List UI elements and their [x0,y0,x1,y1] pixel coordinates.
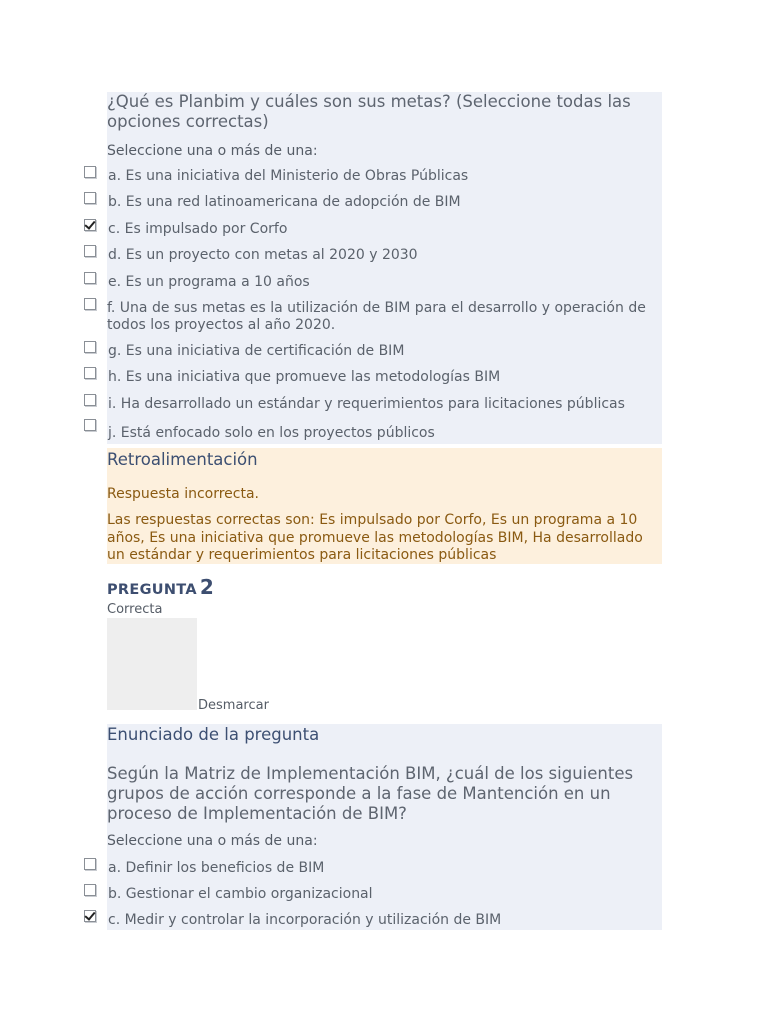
option-label: f. Una de sus metas es la utilización de BIM para el desarrollo y operación de todos los proyectos al año 2020. [107,300,646,333]
question-2-prompt: Seleccione una o más de una: [107,833,318,849]
option-label: a. Es una iniciativa del Ministerio de Obras Públicas [108,168,469,184]
checkbox-icon[interactable] [84,858,96,870]
checkbox-icon[interactable] [84,166,96,178]
question-2-statement-title: Enunciado de la pregunta [107,725,320,744]
option-label: c. Medir y controlar la incorporación y utilización de BIM [108,912,502,928]
checkbox-icon[interactable] [84,272,96,284]
option-label: c. Es impulsado por Corfo [108,221,288,237]
feedback-correct-answers: Las respuestas correctas son: Es impulsado por Corfo, Es un programa a 10 años, Es una iniciativa que promueve las metodologías BIM, Ha desarrollado un estándar y requerimientos para licitaciones públicas [107,512,643,563]
checkbox-icon[interactable] [84,298,96,310]
checkbox-icon[interactable] [84,367,96,379]
option-label: j. Está enfocado solo en los proyectos públicos [108,425,435,441]
option-label: h. Es una iniciativa que promueve las metodologías BIM [108,369,501,385]
question-number: 2 [199,575,214,599]
checkbox-icon[interactable] [84,394,96,406]
feedback-title: Retroalimentación [107,450,258,469]
checkbox-icon[interactable] [84,884,96,896]
checkbox-icon[interactable] [84,245,96,257]
flag-image-placeholder [107,618,197,710]
feedback-result: Respuesta incorrecta. [107,486,260,502]
checkbox-icon[interactable] [84,419,96,431]
option-label: i. Ha desarrollado un estándar y requerimientos para licitaciones públicas [108,396,625,412]
checked-checkbox-icon[interactable] [84,219,96,231]
option-label: g. Es una iniciativa de certificación de BIM [108,343,405,359]
question-1-text: ¿Qué es Planbim y cuáles son sus metas? (Seleccione todas las opciones correctas) [107,92,631,131]
option-label: a. Definir los beneficios de BIM [108,860,325,876]
question-2-status: Correcta [107,602,163,617]
option-label: b. Gestionar el cambio organizacional [108,886,373,902]
question-heading-label: PREGUNTA [107,582,197,598]
question-2-text: Según la Matriz de Implementación BIM, ¿cuál de los siguientes grupos de acción corresponde a la fase de Mantención en un proceso de Implementación de BIM? [107,764,634,823]
checkbox-icon[interactable] [84,192,96,204]
checked-checkbox-icon[interactable] [84,910,96,922]
question-1-prompt: Seleccione una o más de una: [107,143,318,159]
unflag-link[interactable]: Desmarcar [198,698,269,713]
option-label: d. Es un proyecto con metas al 2020 y 2030 [108,247,418,263]
option-label: e. Es un programa a 10 años [108,274,310,290]
option-label: b. Es una red latinoamericana de adopción de BIM [108,194,461,210]
checkbox-icon[interactable] [84,341,96,353]
question-2-heading [107,575,214,599]
